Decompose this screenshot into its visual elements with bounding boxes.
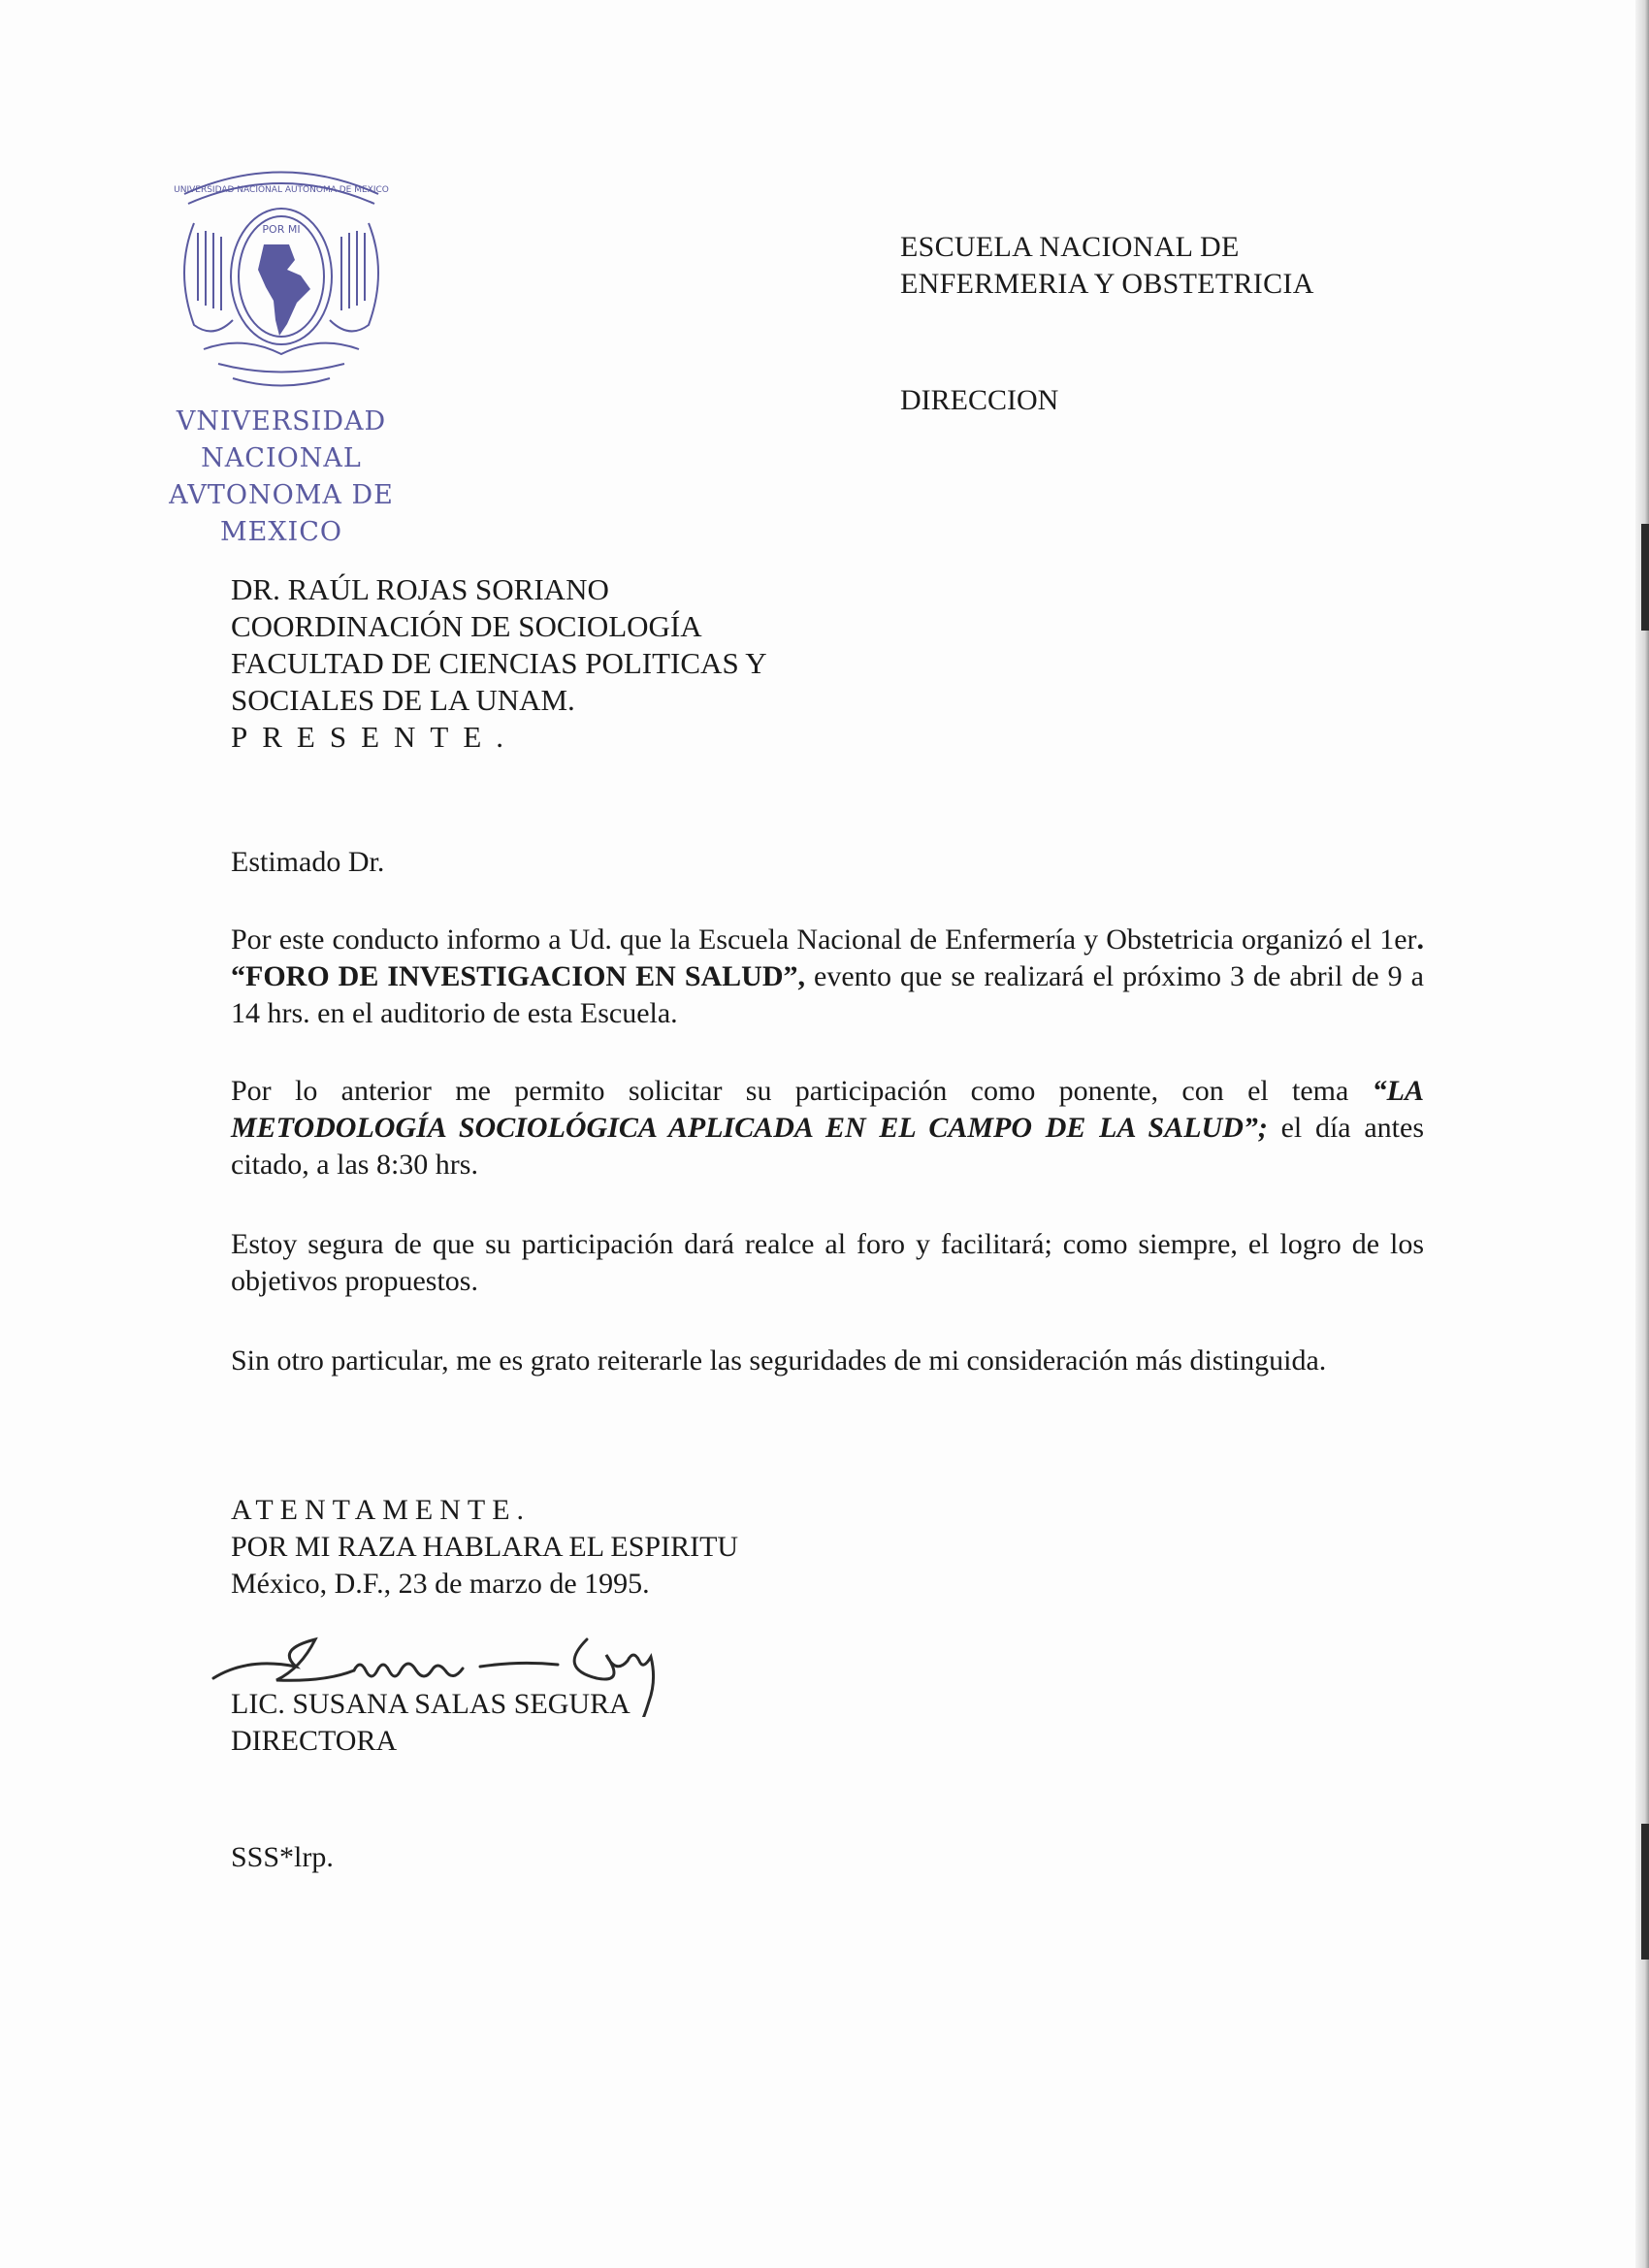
closing-salutation: ATENTAMENTE. [231, 1494, 532, 1526]
school-name-line-1: ESCUELA NACIONAL DE [900, 231, 1240, 263]
signer-title: DIRECTORA [231, 1725, 398, 1757]
addressee-faculty: FACULTAD DE CIENCIAS POLITICAS Y [231, 646, 767, 680]
presente: PRESENTE. [231, 720, 519, 754]
svg-text:POR MI: POR MI [262, 223, 301, 236]
body-paragraph-1: Por este conducto informo a Ud. que la Escuela Nacional de Enfermería y Obstetricia organizó el 1er. “FORO DE INVESTIGACION EN SALUD”, evento que se realizará el próximo 3 de abril de 9 a 14 hrs. en el auditorio de esta Escuela. [231, 923, 1424, 1029]
seal-ring-text: UNIVERSIDAD NACIONAL AUTONOMA DE MEXICO [174, 185, 389, 195]
body-paragraph-2: Por lo anterior me permito solicitar su participación como ponente, con el tema “LA METODOLOGÍA SOCIOLÓGICA APLICADA EN EL CAMPO DE LA SALUD”; el día antes citado, a las 8:30 hrs. [231, 1075, 1424, 1181]
closing-date: México, D.F., 23 de marzo de 1995. [231, 1568, 650, 1600]
school-name [900, 229, 1314, 303]
closing-block [231, 1492, 738, 1603]
scan-edge-mark [1641, 1824, 1649, 1960]
addressee-name: DR. RAÚL ROJAS SORIANO [231, 572, 609, 606]
department: DIRECCION [900, 384, 1059, 416]
signer-name: LIC. SUSANA SALAS SEGURA [231, 1688, 630, 1720]
addressee-unit: COORDINACIÓN DE SOCIOLOGÍA [231, 609, 702, 643]
body-paragraph-3: Estoy segura de que su participación dará realce al foro y facilitará; como siempre, el logro de los objetivos propuestos. [231, 1228, 1424, 1297]
seal-caption-line: VNIVERSIDAD NACIONAL [176, 406, 387, 473]
greeting: Estimado Dr. [231, 846, 385, 878]
seal-caption-line: AVTONOMA DE [169, 480, 394, 510]
addressee-block [231, 571, 767, 756]
scan-edge-mark [1641, 524, 1649, 631]
signer-block [231, 1686, 630, 1760]
body-paragraph-4: Sin otro particular, me es grato reiterarle las seguridades de mi consideración más distinguida. [231, 1345, 1327, 1377]
closing-motto: POR MI RAZA HABLARA EL ESPIRITU [231, 1531, 739, 1563]
seal-caption-line: MEXICO [219, 517, 343, 547]
seal-caption [116, 404, 446, 551]
university-seal-icon [165, 155, 398, 398]
school-name-line-2: ENFERMERIA Y OBSTETRICIA [900, 268, 1314, 300]
reference-initials: SSS*lrp. [231, 1841, 334, 1873]
addressee-faculty-cont: SOCIALES DE LA UNAM. [231, 683, 575, 717]
